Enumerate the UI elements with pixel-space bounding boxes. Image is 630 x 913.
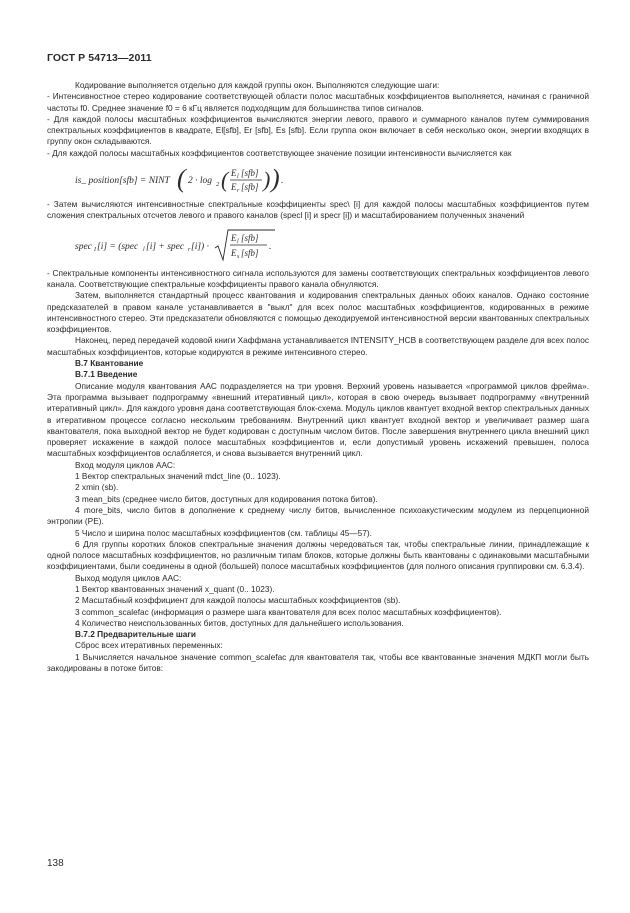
svg-text:.: . <box>281 176 284 187</box>
paragraph: - Для каждой полосы масштабных коэффициентов соответствующее значение позиции интенсивности вычисляется как <box>47 147 512 158</box>
paragraph: - Спектральные компоненты интенсивностного сигнала используются для замены соответствующих спектральных коэффициентов левого канала. Соответствующие спектральные коэффициенты правого канала обнуляются. <box>47 267 589 289</box>
paragraph: Кодирование выполняется отдельно для каждой группы окон. Выполняются следующие шаги: <box>75 80 440 90</box>
paragraph: Выход модуля циклов ААС: <box>75 572 182 583</box>
section-heading: В.7.1 Введение <box>75 369 138 380</box>
paragraph: Описание модуля квантования ААС подразделяется на три уровня. Верхний уровень называется «программой циклов фрейма». Эта программа вызывает подпрограмму «внешний итеративный цикл», которая в свою очередь вызывает подпрограмму «внутренний итеративный цикл». Для каждого уровня дана соответствующая блок-схема. Модуль циклов квантует входной вектор спектральных данных в итеративном процессе согласно нескольким требованиям. Внутренний цикл квантует входной вектор и увеличивает размер шага квантователя, пока выходной вектор не будет кодирован с доступным числом битов. После завершения внутреннего цикла внешний цикл проверяет искажение в каждой полосе масштабных коэффициентов и, если допустимый уровень искажений превышен, полоса масштабных коэффициентов ослабляется, и снова вызывается внутренний цикл. <box>47 380 589 459</box>
formula-spec <box>47 222 589 268</box>
paragraph: Сброс всех итеративных переменных: <box>75 640 223 651</box>
paragraph: - Для каждой полосы масштабных коэффициентов вычисляются энергии левого, правого и суммарного каналов путем суммирования спектральных коэффициентов в квадрате, El[sfb], Er [sfb], Es [sfb]. Если группа окон включает в себя несколько окон, энергии входящих в группу окон складываются. <box>47 113 589 147</box>
list-item: 2 Масштабный коэффициент для каждой полосы масштабных коэффициентов (sb). <box>75 595 401 606</box>
svg-text:): ) <box>271 164 280 194</box>
section-heading: В.7 Квантование <box>75 358 144 369</box>
svg-text:E: E <box>231 247 237 258</box>
document-body <box>47 80 589 674</box>
list-item: 5 Число и ширина полос масштабных коэффициентов (см. таблицы 45—57). <box>75 527 372 538</box>
svg-text:(: ( <box>177 164 186 194</box>
list-item: 1 Вектор спектральных значений mdct_line (0.. 1023). <box>75 471 281 482</box>
svg-text:[sfb]: [sfb] <box>241 232 259 243</box>
list-item: 4 Количество неиспользованных битов, доступных для дальнейшего использования. <box>75 617 404 628</box>
svg-text:): ) <box>263 167 271 193</box>
list-item: 1 Вектор квантованных значений x_quant (0.. 1023). <box>75 583 275 594</box>
svg-text:2: 2 <box>216 181 220 189</box>
paragraph: Затем, выполняется стандартный процесс квантования и кодирования спектральных данных обоих каналов. Однако состояние предсказателей в правом канале устанавливается в "выкл" для всех полос масштабных коэффициентов, кодированных в режиме интенсивностного стерео. Эти предсказатели обновляются с помощью декодируемой интенсивностной версии квантованных спектральных коэффициентов. <box>47 290 589 335</box>
formula-graphic <box>75 222 395 268</box>
paragraph: - Интенсивностное стерео кодирование соответствующей области полос масштабных коэффициентов выполняется, начиная с граничной частоты f0. Среднее значение f0 = 6 кГц является подходящим для большинства типов сигналов. <box>47 91 589 113</box>
svg-text:2 · log: 2 · log <box>188 176 213 187</box>
paragraph: 1 Вычисляется начальное значение common_scalefac для квантователя так, чтобы все квантованные значения МДКП могли быть закодированы в потоке битов: <box>47 651 589 674</box>
svg-text:[i] = (spec: [i] = (spec <box>97 241 139 252</box>
page-number: 138 <box>47 858 64 869</box>
svg-text:spec: spec <box>75 241 92 252</box>
list-item: 4 more_bits, число битов в дополнение к среднему числу битов, вычисленное психоакустическим модулем из перцепционной энтропии (PE). <box>47 504 589 527</box>
paragraph: - Затем вычисляются интенсивностные спектральные коэффициенты spec\ [i] для каждой полосы масштабных коэффициентов путем сложения спектральных отсчетов левого и правого каналов (specl [i] и specr [i]) и масштабированием полученных значений <box>47 199 589 221</box>
svg-text:s: s <box>237 253 240 260</box>
svg-text:[sfb]: [sfb] <box>241 182 259 193</box>
section-heading: В.7.2 Предварительные шаги <box>75 629 196 640</box>
paragraph: Наконец, перед передачей кодовой книги Хаффмана устанавливается INTENSITY_HCB в соответствующем разделе для всех полос масштабных коэффициентов, которые кодируются в режиме интенсивного стерео. <box>47 335 589 357</box>
list-item: 3 common_scalefac (информация о размере шага квантователя для всех полос масштабных коэффициентов). <box>75 606 502 617</box>
formula-graphic <box>75 159 375 199</box>
svg-text:is_ position[sfb] = NINT: is_ position[sfb] = NINT <box>75 176 170 187</box>
svg-text:[i] + spec: [i] + spec <box>146 241 185 252</box>
svg-text:E: E <box>231 168 237 179</box>
svg-text:r: r <box>237 188 240 195</box>
svg-text:l: l <box>237 174 239 181</box>
svg-text:l: l <box>143 246 145 253</box>
svg-text:I: I <box>94 246 96 253</box>
list-item: 3 mean_bits (среднее число битов, доступных для кодирования потока битов). <box>75 493 378 504</box>
document-header: ГОСТ Р 54713—2011 <box>47 52 152 64</box>
svg-text:[sfb]: [sfb] <box>241 247 259 258</box>
svg-text:(: ( <box>221 167 229 193</box>
list-item: 2 xmin (sb). <box>75 482 119 493</box>
svg-text:.: . <box>269 241 272 252</box>
svg-text:E: E <box>231 232 237 243</box>
list-item: 6 Для группы коротких блоков спектральные значения должны чередоваться так, чтобы спектральные линии, принадлежащие к одной полосе масштабных коэффициентов, но различным типам блоков, которые должны быть квантованы с одинаковыми масштабными коэффициентами, были соединены в одной (большей) полосе масштабных коэффициентов (для полного описания группировки см. 6.3.4). <box>47 538 589 572</box>
svg-text:[i]) ·: [i]) · <box>191 241 209 252</box>
svg-text:[sfb]: [sfb] <box>241 168 259 179</box>
formula-is-position <box>47 159 589 199</box>
paragraph: Вход модуля циклов ААС: <box>75 459 176 470</box>
svg-text:l: l <box>237 238 239 245</box>
svg-text:E: E <box>231 182 237 193</box>
svg-text:r: r <box>188 246 191 253</box>
